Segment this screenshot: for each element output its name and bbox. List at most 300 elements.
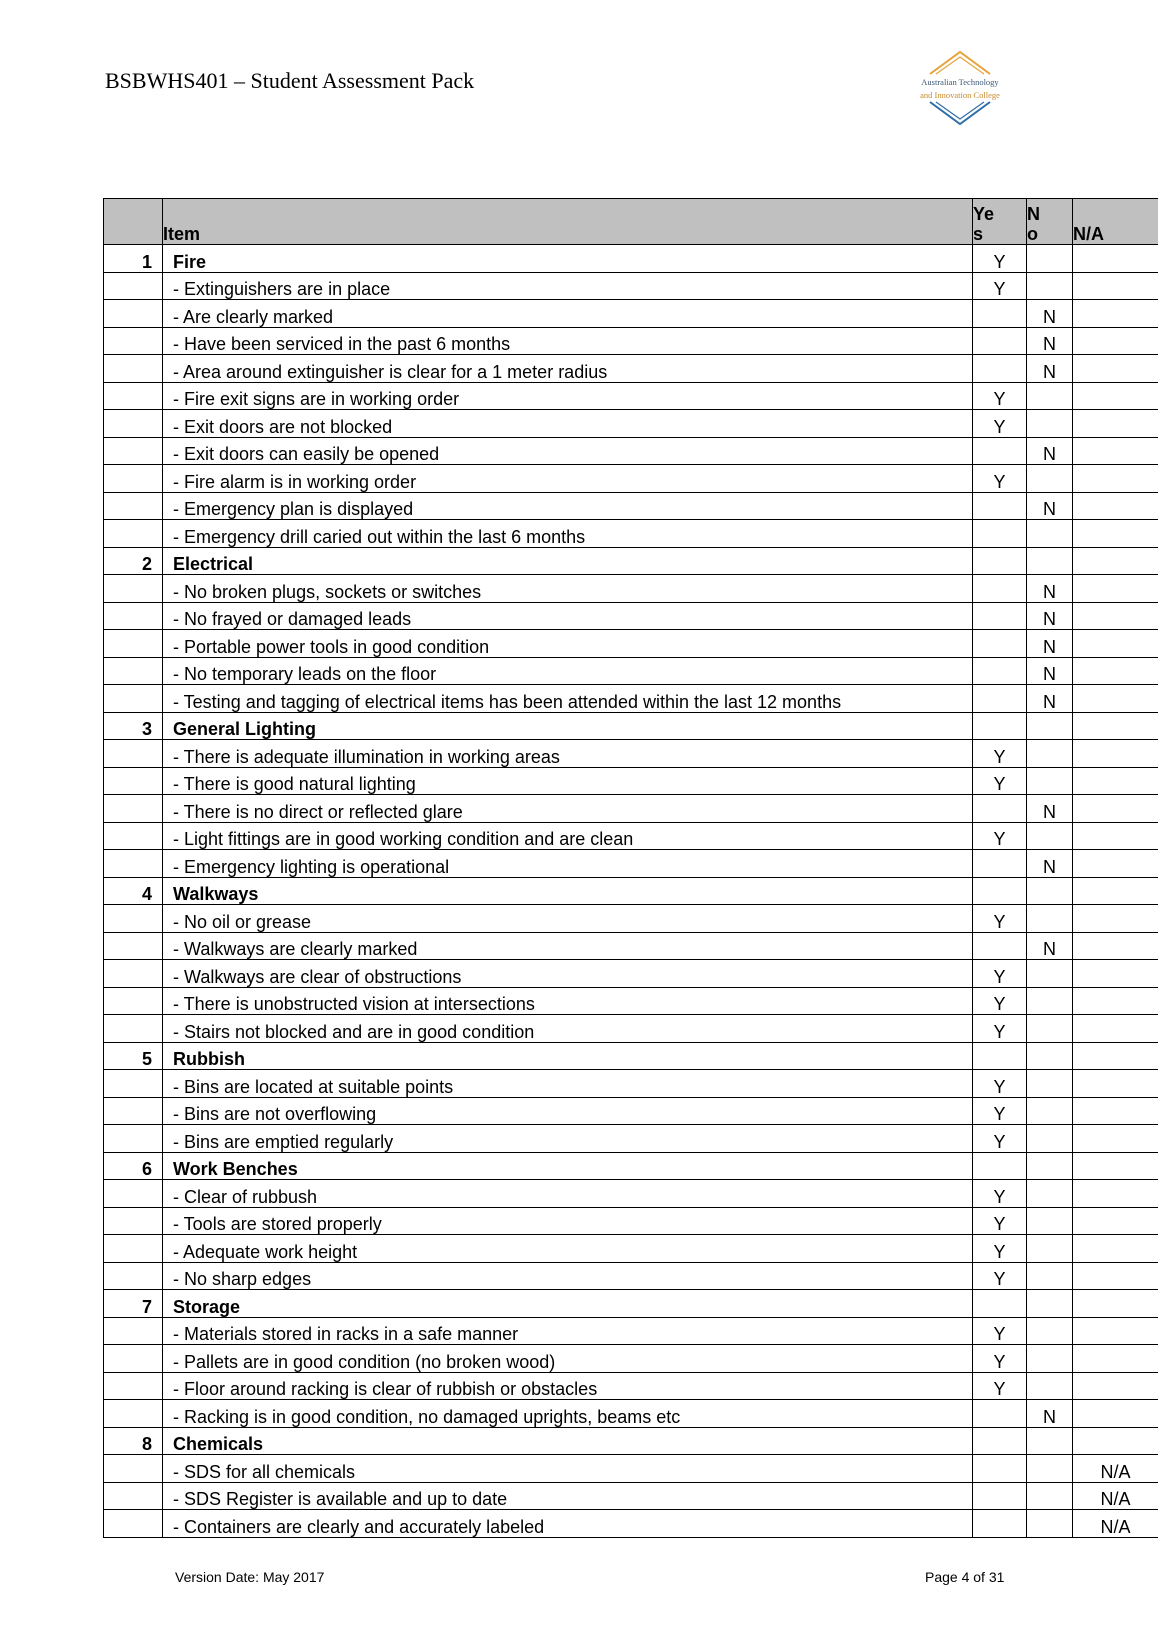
row-na [1073,960,1158,988]
row-na [1073,245,1158,273]
table-row [104,850,1158,878]
row-item: - Exit doors can easily be opened [163,437,973,465]
row-no [1027,382,1073,410]
row-number [104,630,163,658]
row-na [1073,1372,1158,1400]
table-row [104,822,1158,850]
table-row [104,987,1158,1015]
table-row [104,327,1158,355]
section-row [104,1042,1158,1070]
row-item: - No sharp edges [163,1262,973,1290]
header-number-cell [104,199,163,245]
row-item: General Lighting [163,712,973,740]
row-no [1027,960,1073,988]
row-no [1027,410,1073,438]
row-no [1027,712,1073,740]
section-row [104,877,1158,905]
row-yes: Y [973,465,1027,493]
table-row [104,1510,1158,1538]
header-yes-line-1: Ye [973,204,995,224]
row-na [1073,1427,1158,1455]
row-no: N [1027,300,1073,328]
row-number [104,410,163,438]
row-no [1027,767,1073,795]
section-row [104,547,1158,575]
table-row [104,685,1158,713]
row-number [104,1125,163,1153]
table-row [104,382,1158,410]
row-number [104,850,163,878]
row-yes: Y [973,1262,1027,1290]
row-yes: Y [973,822,1027,850]
row-number [104,1015,163,1043]
table-row [104,767,1158,795]
row-no: N [1027,795,1073,823]
row-no: N [1027,492,1073,520]
table-row [104,740,1158,768]
row-yes [973,1042,1027,1070]
table-row [104,492,1158,520]
table-row [104,1482,1158,1510]
table-row [104,1015,1158,1043]
row-number [104,657,163,685]
row-number [104,602,163,630]
header-na: N/A [1073,199,1158,245]
row-item: Electrical [163,547,973,575]
row-na [1073,657,1158,685]
row-yes [973,685,1027,713]
row-na [1073,685,1158,713]
row-number [104,1372,163,1400]
row-yes [973,437,1027,465]
table-row [104,1455,1158,1483]
row-number [104,1262,163,1290]
row-yes: Y [973,272,1027,300]
row-item: - Floor around racking is clear of rubbish or obstacles [163,1372,973,1400]
row-na [1073,1180,1158,1208]
row-no [1027,1042,1073,1070]
row-number [104,767,163,795]
row-yes [973,1290,1027,1318]
row-na [1073,602,1158,630]
row-na [1073,1262,1158,1290]
row-na [1073,987,1158,1015]
row-number [104,905,163,933]
section-row [104,1427,1158,1455]
row-na [1073,575,1158,603]
logo-text-line-2: and Innovation College [920,90,1000,100]
row-number [104,740,163,768]
row-number [104,1207,163,1235]
row-number [104,1070,163,1098]
row-na [1073,795,1158,823]
row-number [104,1400,163,1428]
row-item: - Extinguishers are in place [163,272,973,300]
row-yes [973,1510,1027,1538]
row-number [104,300,163,328]
row-item: - Area around extinguisher is clear for a 1 meter radius [163,355,973,383]
logo-text-line-1: Australian Technology [921,77,999,87]
table-row [104,1400,1158,1428]
row-yes: Y [973,1207,1027,1235]
row-item: Fire [163,245,973,273]
row-item: - Emergency lighting is operational [163,850,973,878]
row-na [1073,355,1158,383]
row-na [1073,877,1158,905]
row-item: - Adequate work height [163,1235,973,1263]
row-item: - Emergency drill caried out within the last 6 months [163,520,973,548]
row-yes [973,1455,1027,1483]
row-yes [973,492,1027,520]
row-yes: Y [973,1317,1027,1345]
row-item: - Materials stored in racks in a safe manner [163,1317,973,1345]
row-number [104,822,163,850]
row-item: - Racking is in good condition, no damaged uprights, beams etc [163,1400,973,1428]
row-na [1073,1125,1158,1153]
row-item: - Walkways are clearly marked [163,932,973,960]
row-number [104,327,163,355]
table-row [104,932,1158,960]
row-item: - Walkways are clear of obstructions [163,960,973,988]
table-row [104,1262,1158,1290]
row-no [1027,245,1073,273]
row-na [1073,492,1158,520]
table-row [104,355,1158,383]
table-row [104,272,1158,300]
table-row [104,1125,1158,1153]
row-yes [973,355,1027,383]
row-yes: Y [973,1180,1027,1208]
row-yes: Y [973,987,1027,1015]
row-no: N [1027,575,1073,603]
row-na [1073,1400,1158,1428]
row-yes [973,547,1027,575]
table-row [104,630,1158,658]
row-no [1027,520,1073,548]
row-yes [973,300,1027,328]
row-no [1027,987,1073,1015]
row-number [104,1455,163,1483]
row-no [1027,1482,1073,1510]
row-yes [973,520,1027,548]
row-na [1073,410,1158,438]
header-yes [973,199,1027,245]
header-no-line-1: N [1027,204,1040,224]
section-row [104,1290,1158,1318]
table-row [104,905,1158,933]
row-number: 8 [104,1427,163,1455]
row-item: - Bins are not overflowing [163,1097,973,1125]
row-item: Work Benches [163,1152,973,1180]
row-yes: Y [973,1125,1027,1153]
row-number [104,355,163,383]
footer-page-number: Page 4 of 31 [925,1569,1005,1585]
row-na [1073,465,1158,493]
row-na [1073,1015,1158,1043]
row-no [1027,1180,1073,1208]
row-number: 5 [104,1042,163,1070]
table-header-row [104,199,1158,245]
row-no: N [1027,630,1073,658]
row-no [1027,1455,1073,1483]
row-number [104,932,163,960]
row-yes [973,877,1027,905]
table-row [104,1180,1158,1208]
row-item: Walkways [163,877,973,905]
row-item: - Clear of rubbush [163,1180,973,1208]
row-item: - Fire exit signs are in working order [163,382,973,410]
row-yes [973,657,1027,685]
row-no [1027,1235,1073,1263]
row-yes: Y [973,1070,1027,1098]
row-item: - Have been serviced in the past 6 months [163,327,973,355]
row-na [1073,1345,1158,1373]
row-no: N [1027,685,1073,713]
section-row [104,1152,1158,1180]
row-item: Rubbish [163,1042,973,1070]
row-item: - Fire alarm is in working order [163,465,973,493]
row-no: N [1027,327,1073,355]
row-item: - Pallets are in good condition (no broken wood) [163,1345,973,1373]
row-number [104,465,163,493]
workplace-inspection-checklist [103,198,1158,1538]
table-row [104,410,1158,438]
row-item: - There is adequate illumination in working areas [163,740,973,768]
row-number [104,575,163,603]
row-number: 4 [104,877,163,905]
row-number [104,272,163,300]
row-no [1027,272,1073,300]
row-number [104,1317,163,1345]
row-item: - Containers are clearly and accurately labeled [163,1510,973,1538]
row-yes [973,795,1027,823]
row-item: Chemicals [163,1427,973,1455]
section-row [104,245,1158,273]
row-no [1027,1207,1073,1235]
row-na [1073,1207,1158,1235]
row-yes [973,850,1027,878]
row-na [1073,547,1158,575]
row-number: 1 [104,245,163,273]
row-item: - Emergency plan is displayed [163,492,973,520]
table-row [104,437,1158,465]
row-number: 6 [104,1152,163,1180]
row-yes [973,1427,1027,1455]
row-no [1027,1152,1073,1180]
row-item: - SDS Register is available and up to date [163,1482,973,1510]
row-number [104,795,163,823]
header-yes-line-2: s [973,224,984,244]
row-number [104,1345,163,1373]
table-row [104,602,1158,630]
header-no-line-2: o [1027,224,1038,244]
row-number: 2 [104,547,163,575]
row-yes [973,932,1027,960]
row-no [1027,1262,1073,1290]
row-na [1073,1152,1158,1180]
row-na [1073,437,1158,465]
row-item: - Stairs not blocked and are in good condition [163,1015,973,1043]
row-yes [973,630,1027,658]
row-no [1027,465,1073,493]
row-number [104,520,163,548]
table-row [104,1345,1158,1373]
row-no [1027,1290,1073,1318]
row-yes: Y [973,410,1027,438]
footer-version-date: Version Date: May 2017 [175,1569,325,1585]
row-yes: Y [973,1097,1027,1125]
row-yes: Y [973,1372,1027,1400]
row-yes [973,1482,1027,1510]
table-row [104,1235,1158,1263]
row-yes [973,575,1027,603]
diamond-logo-icon [908,50,1012,126]
row-number [104,1097,163,1125]
table-row [104,520,1158,548]
row-no: N [1027,1400,1073,1428]
row-no [1027,1345,1073,1373]
row-no: N [1027,932,1073,960]
row-no [1027,1510,1073,1538]
row-item: - No frayed or damaged leads [163,602,973,630]
row-na [1073,905,1158,933]
table-row [104,1372,1158,1400]
row-no [1027,740,1073,768]
row-yes: Y [973,245,1027,273]
college-logo [908,50,1012,126]
row-number [104,1510,163,1538]
row-no: N [1027,850,1073,878]
row-na [1073,822,1158,850]
row-number [104,987,163,1015]
row-item: - There is unobstructed vision at intersections [163,987,973,1015]
row-number [104,492,163,520]
document-header-title: BSBWHS401 – Student Assessment Pack [105,68,475,93]
row-yes [973,1152,1027,1180]
row-na: N/A [1073,1482,1158,1510]
table-row [104,300,1158,328]
row-item: - No oil or grease [163,905,973,933]
row-number [104,437,163,465]
table-row [104,465,1158,493]
row-no [1027,1097,1073,1125]
row-na: N/A [1073,1510,1158,1538]
row-item: - Bins are located at suitable points [163,1070,973,1098]
row-item: - No temporary leads on the floor [163,657,973,685]
row-na [1073,1290,1158,1318]
table-row [104,1207,1158,1235]
row-yes: Y [973,1235,1027,1263]
row-item: - Bins are emptied regularly [163,1125,973,1153]
row-yes [973,712,1027,740]
row-yes: Y [973,960,1027,988]
row-no [1027,905,1073,933]
row-no: N [1027,602,1073,630]
table-row [104,795,1158,823]
row-no [1027,547,1073,575]
row-na [1073,850,1158,878]
row-na [1073,767,1158,795]
row-na [1073,272,1158,300]
row-number [104,1482,163,1510]
row-number [104,1235,163,1263]
row-na [1073,327,1158,355]
row-item: - Portable power tools in good condition [163,630,973,658]
row-yes: Y [973,1015,1027,1043]
row-na [1073,1070,1158,1098]
row-no [1027,1427,1073,1455]
row-item: Storage [163,1290,973,1318]
row-na [1073,740,1158,768]
header-item: Item [163,199,973,245]
row-na [1073,520,1158,548]
row-yes [973,327,1027,355]
header-no [1027,199,1073,245]
table-row [104,1317,1158,1345]
row-number [104,960,163,988]
table-row [104,1097,1158,1125]
row-number [104,685,163,713]
row-yes: Y [973,740,1027,768]
row-yes: Y [973,767,1027,795]
row-no [1027,1317,1073,1345]
row-no [1027,1070,1073,1098]
row-na [1073,300,1158,328]
row-item: - Testing and tagging of electrical items has been attended within the last 12 months [163,685,973,713]
row-item: - No broken plugs, sockets or switches [163,575,973,603]
row-yes: Y [973,382,1027,410]
row-na [1073,630,1158,658]
row-item: - Light fittings are in good working condition and are clean [163,822,973,850]
table-row [104,1070,1158,1098]
row-item: - Are clearly marked [163,300,973,328]
row-item: - Tools are stored properly [163,1207,973,1235]
row-no: N [1027,657,1073,685]
row-item: - Exit doors are not blocked [163,410,973,438]
row-yes [973,1400,1027,1428]
row-no [1027,877,1073,905]
row-no [1027,822,1073,850]
section-row [104,712,1158,740]
row-na [1073,932,1158,960]
table-row [104,960,1158,988]
row-na [1073,1097,1158,1125]
row-number [104,382,163,410]
row-no [1027,1015,1073,1043]
row-no [1027,1125,1073,1153]
row-na: N/A [1073,1455,1158,1483]
row-item: - SDS for all chemicals [163,1455,973,1483]
row-no [1027,1372,1073,1400]
row-item: - There is no direct or reflected glare [163,795,973,823]
row-na [1073,382,1158,410]
row-no: N [1027,437,1073,465]
row-number [104,1180,163,1208]
row-yes [973,602,1027,630]
table-row [104,575,1158,603]
table-row [104,657,1158,685]
row-na [1073,712,1158,740]
row-number: 7 [104,1290,163,1318]
row-yes: Y [973,1345,1027,1373]
row-yes: Y [973,905,1027,933]
row-number: 3 [104,712,163,740]
row-item: - There is good natural lighting [163,767,973,795]
row-na [1073,1042,1158,1070]
row-na [1073,1235,1158,1263]
row-na [1073,1317,1158,1345]
row-no: N [1027,355,1073,383]
